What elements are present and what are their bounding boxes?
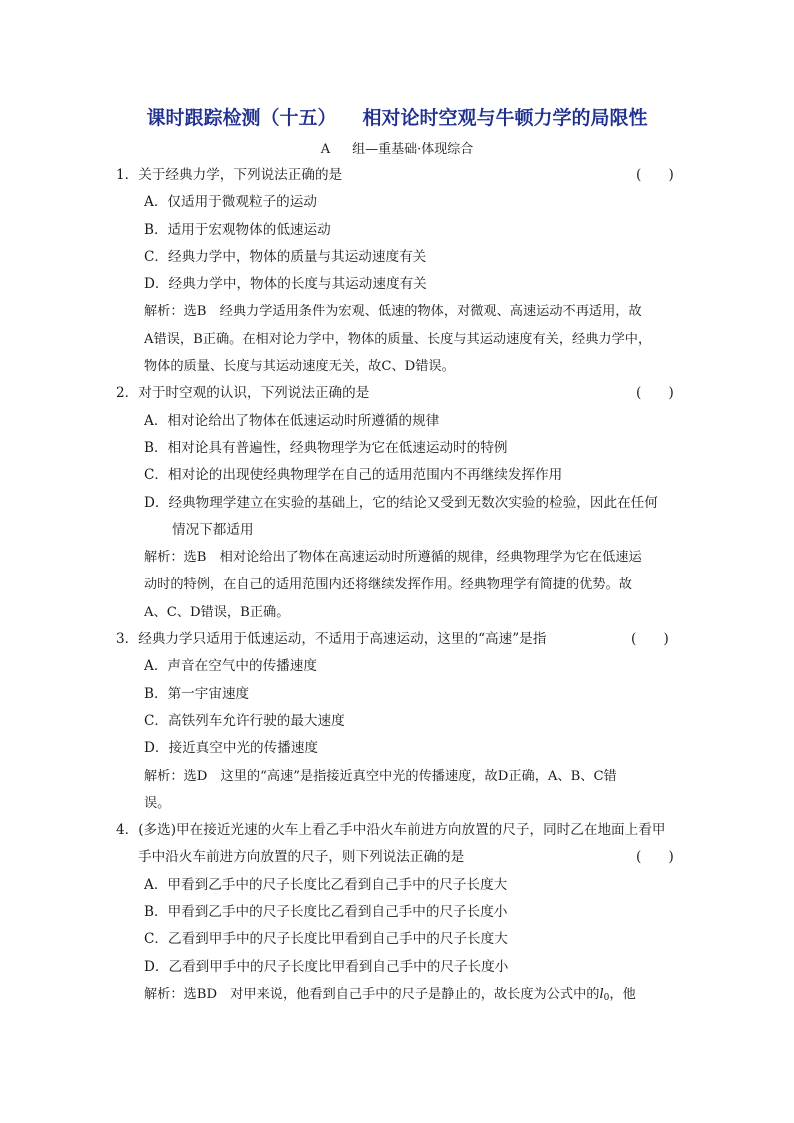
question-2-analysis-line-2: 动时的特例，在自己的适用范围内还将继续发挥作用。经典物理学有简捷的优势。故 [144,577,632,593]
question-1-option-c: C．经典力学中，物体的质量与其运动速度有关 [144,248,427,265]
question-1-analysis-line-3: 物体的质量、长度与其运动速度无关，故C、D错误。 [144,359,455,375]
section-letter: A [320,142,331,157]
question-4-analysis-line-1: 解析：选BD 对甲来说，他看到自己手中的尺子是静止的，故长度为公式中的l0，他 [144,986,636,1003]
question-3-analysis-line-2: 误。 [144,795,171,811]
question-2-analysis-line-3: A、C、D错误，B正确。 [144,604,290,620]
question-3-option-d: D．接近真空中光的传播速度 [144,740,319,757]
question-2-option-a: A．相对论给出了物体在低速运动时所遵循的规律 [144,412,440,429]
answer-bracket: ( ) [636,385,674,402]
question-1-option-a: A．仅适用于微观粒子的运动 [144,194,317,211]
question-1-stem: 1．关于经典力学，下列说法正确的是 ( ) [0,162,794,189]
title-right: 相对论时空观与牛顿力学的局限性 [362,107,648,129]
question-3-option-b: B．第一宇宙速度 [144,685,250,702]
question-2-stem: 2．对于时空观的认识，下列说法正确的是 ( ) [0,380,794,407]
question-3-option-a: A．声音在空气中的传播速度 [144,658,317,675]
question-3-stem: 3．经典力学只适用于低速运动，不适用于高速运动，这里的“高速”是指 ( ) [0,626,794,653]
section-name: 组—重基础·体现综合 [352,142,474,157]
question-1-analysis-line-2: A错误，B正确。在相对论力学中，物体的质量、长度与其运动速度有关，经典力学中， [144,331,652,347]
question-1-analysis-line-1: 解析：选B 经典力学适用条件为宏观、低速的物体，对微观、高速运动不再适用，故 [144,304,642,320]
answer-bracket: ( ) [631,631,669,648]
question-4-stem-continued: 手中沿火车前进方向放置的尺子，则下列说法正确的是 ( ) [0,844,794,871]
question-1-option-b: B．适用于宏观物体的低速运动 [144,221,331,238]
question-2-option-d: D．经典物理学建立在实验的基础上，它的结论又受到无数次实验的检验，因此在任何 [144,494,658,511]
question-4-option-a: A．甲看到乙手中的尺子长度比乙看到自己手中的尺子长度大 [144,876,508,893]
question-1-option-d: D．经典力学中，物体的长度与其运动速度有关 [144,276,427,293]
question-4-option-b: B．甲看到乙手中的尺子长度比乙看到自己手中的尺子长度小 [144,904,508,921]
question-3-option-c: C．高铁列车允许行驶的最大速度 [144,712,345,729]
question-2-option-c: C．相对论的出现使经典物理学在自己的适用范围内不再继续发挥作用 [144,467,563,484]
question-2-analysis-line-1: 解析：选B 相对论给出了物体在高速运动时所遵循的规律，经典物理学为它在低速运 [144,550,642,566]
section-heading [0,138,794,157]
question-4-option-d: D．乙看到甲手中的尺子长度比甲看到自己手中的尺子长度小 [144,958,509,975]
answer-bracket: ( ) [636,167,674,183]
question-3-analysis-line-1: 解析：选D 这里的“高速”是指接近真空中光的传播速度，故D正确，A、B、C错 [144,768,617,784]
page-title [0,103,794,130]
title-left: 课时跟踪检测（十五） [146,107,337,129]
question-2-option-b: B．相对论具有普遍性，经典物理学为它在低速运动时的特例 [144,439,508,456]
question-2-option-d-continued: 情况下都适用 [172,521,254,538]
length-subscript: 0 [603,992,610,1003]
questions-content [0,162,794,1008]
length-symbol: l [599,986,604,1002]
question-4-option-c: C．乙看到甲手中的尺子长度比甲看到自己手中的尺子长度大 [144,931,508,948]
answer-bracket: ( ) [636,849,674,866]
question-4-stem: 4．(多选)甲在接近光速的火车上看乙手中沿火车前进方向放置的尺子，同时乙在地面上看甲 [116,822,666,839]
